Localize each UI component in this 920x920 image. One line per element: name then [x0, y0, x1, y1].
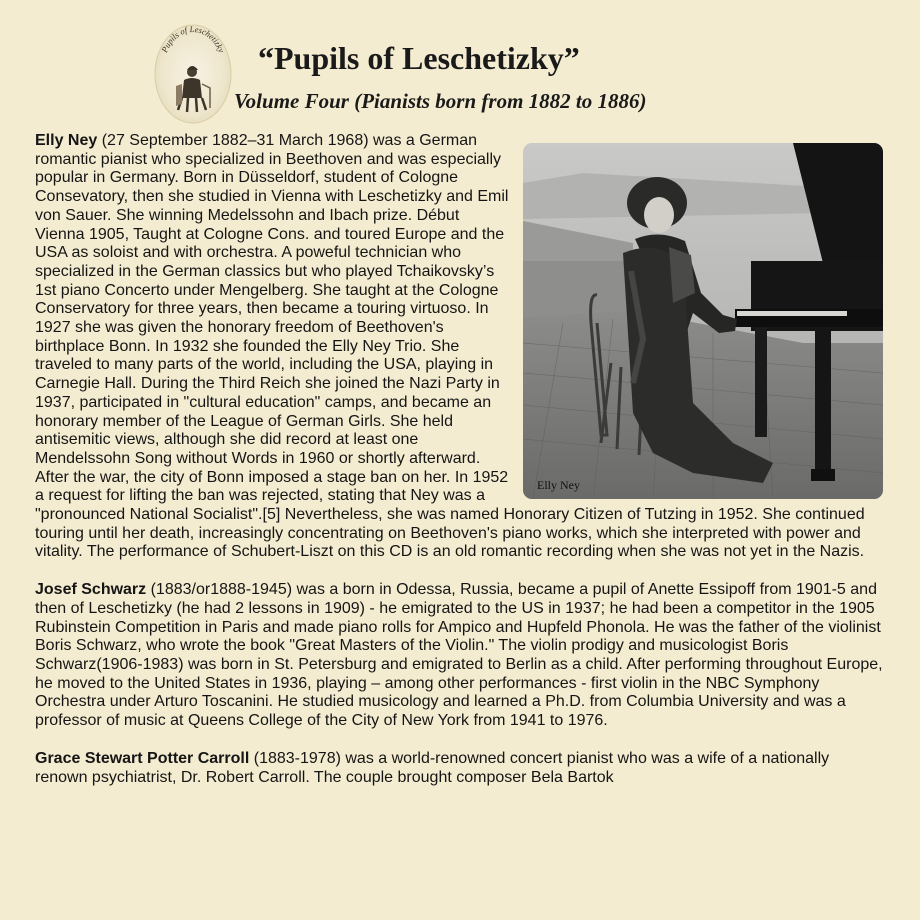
portrait-logo: [154, 24, 232, 124]
entry-grace-carroll: [35, 750, 885, 787]
entry-body: (27 September 1882–31 March 1968) was a German romantic pianist who specialized in Beethoven and was especially popular in Germany. Born in Düsseldorf, student of Cologne Consevatory, then she studied in Vienna with Leschetizky and Emil von Sauer. She winning Medelssohn and Ibach prize. Début Vienna 1905, Taught at Cologne Cons. and toured Europe and the USA as soloist and with orchestra. A poweful technician who specialized in the German classics but who played Tchaikovsky’s 1st piano Concerto under Mengelberg. She taught at the Cologne Conservatory for three years, then became a touring virtuoso. In 1927 she was given the honorary freedom of Beethoven's birthplace Bonn. In 1932 she founded the Elly Ney Trio. She traveled to many parts of the world, including the USA, playing in Carnegie Hall. During the Third Reich she joined the Nazi Party in 1937, participated in "cultural education" camps, and became an honorary member of the League of German Girls. She held antisemitic views, although she did record at least one Mendelssohn Song without Words in 1960 or shortly afterward. After the war, the city of Bonn imposed a stage ban on her. In 1952 a request for lifting the ban was rejected, stating that Ney was a "pronounced National Socialist".[5] Nevertheless, she was named Honorary Citizen of Tutzing in 1952. She continued touring until her death, increasingly concentrating on Beethoven's piano works, which she interpreted with power and vitality. The performance of Schubert-Liszt on this CD is an old romantic recording when she was not yet in the Nazis.: [35, 132, 865, 561]
entry-name: Elly Ney: [35, 132, 98, 149]
biography-text: [35, 132, 885, 787]
logo-text: Pupils of Leschetizky: [159, 24, 227, 54]
entry-josef-schwarz: [35, 581, 885, 731]
page-subtitle: Volume Four (Pianists born from 1882 to 1886): [234, 89, 647, 113]
logo-medallion: [154, 24, 232, 124]
entry-body: (1883/or1888-1945) was a born in Odessa, Russia, became a pupil of Anette Essipoff from 1901-5 and then of Leschetizky (he had 2 lessons in 1909) - he emigrated to the US in 1937; he had been a competitor in the 1905 Rubinstein Competition in Paris and made piano rolls for Ampico and Hupfeld Phonola. He was the father of the violinist Boris Schwarz, who wrote the book "Great Masters of the Violin." The violin prodigy and musicologist Boris Schwarz(1906-1983) was born in St. Petersburg and emigrated to Berlin as a child. After performing throughout Europe, he moved to the United States in 1936, playing – among other performances - first violin in the NBC Symphony Orchestra under Arturo Toscanini. He studied musicology and learned a Ph.D. from Columbia University and was a professor of music at Queens College of the City of New York from 1941 to 1976.: [35, 581, 883, 730]
page-title: “Pupils of Leschetizky”: [258, 40, 580, 76]
entry-name: Josef Schwarz: [35, 581, 147, 599]
entry-name: Grace Stewart Potter Carroll: [35, 749, 250, 767]
photo-spacer: [513, 132, 885, 502]
photo-caption: Elly Ney: [537, 478, 580, 492]
entry-body: (1883-1978) was a world-renowned concert pianist who was a wife of a nationally renown psychiatrist, Dr. Robert Carroll. The couple brought composer Bela Bartok: [35, 749, 830, 786]
